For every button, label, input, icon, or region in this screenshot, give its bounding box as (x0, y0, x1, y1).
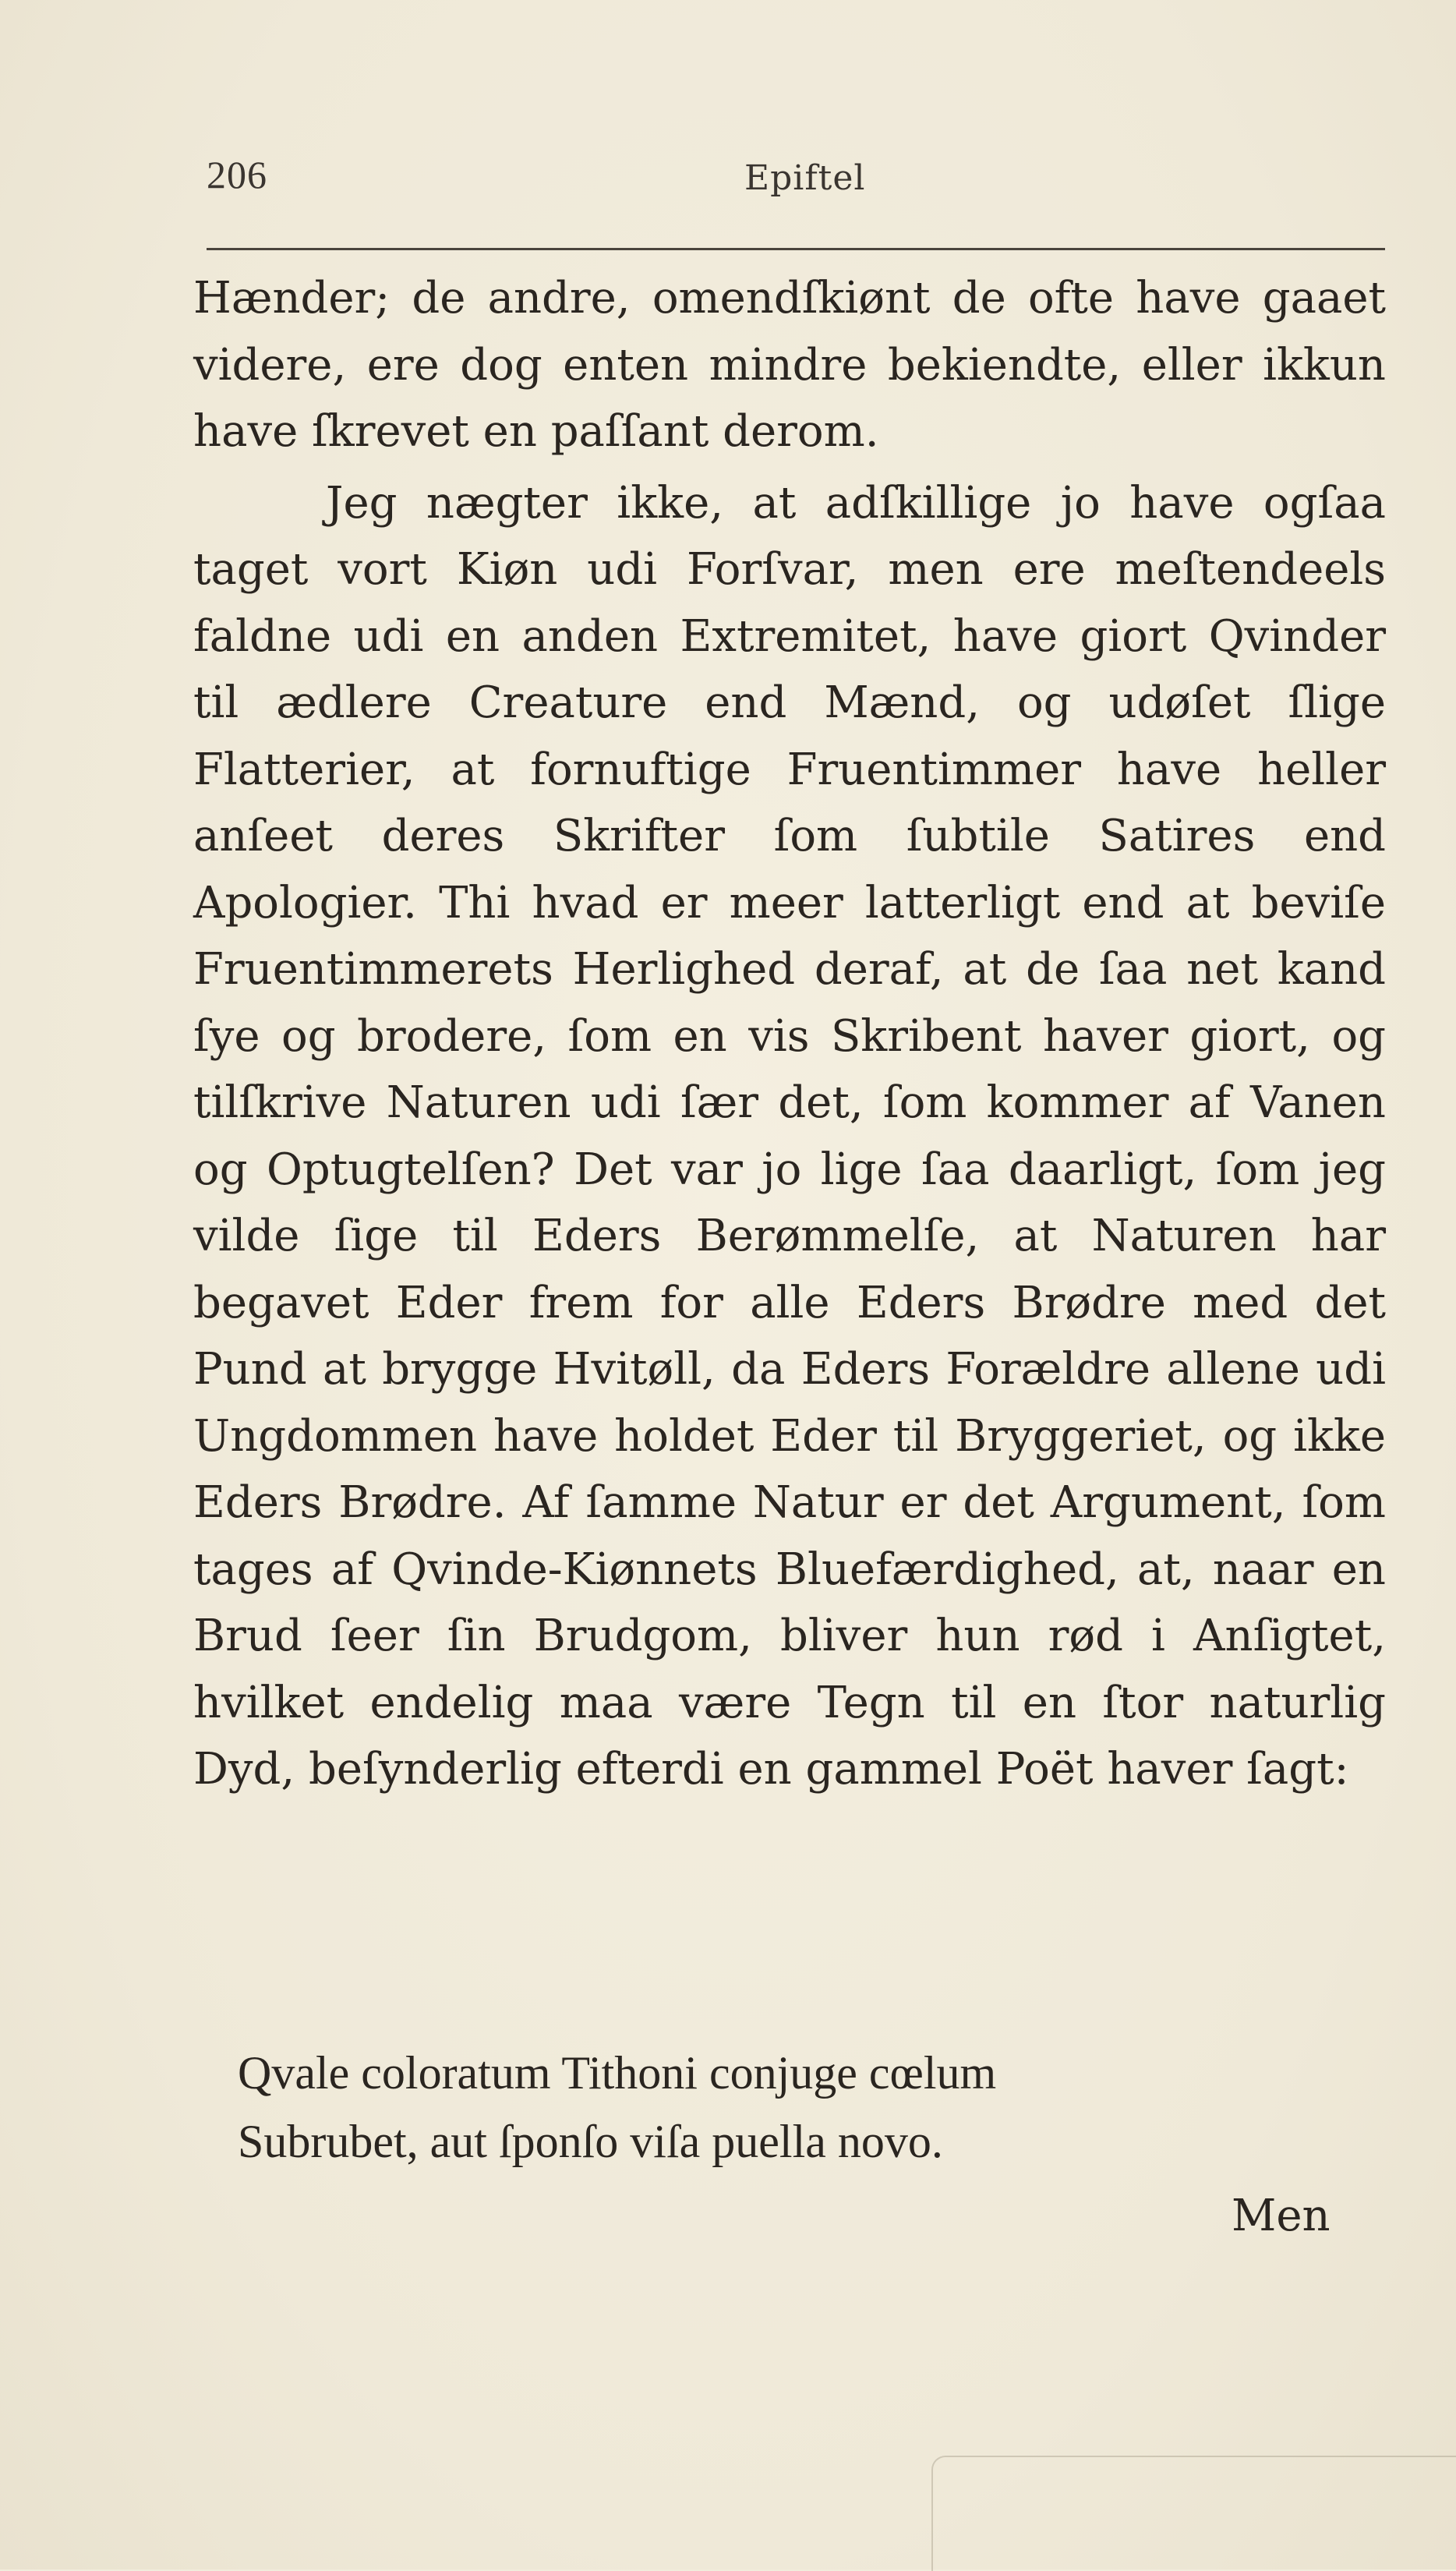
header-rule (207, 248, 1385, 250)
paragraph-main: Jeg nægter ikke, at adſkillige jo have ogſaa taget vort Kiøn udi Forſvar, men ere meſtendeels faldne udi en anden Extremitet, have giort Qvinder til ædlere Creature end Mænd, og udøſet ſlige Flatterier, at fornuftige Fruentimmer have heller anſeet deres Skrifter ſom ſubtile Satires end Apologier. Thi hvad er meer latterligt end at beviſe Fruentimmerets Herlighed deraf, at de ſaa net kand ſye og brodere, ſom en vis Skribent haver giort, og tilſkrive Naturen udi ſær det, ſom kommer af Vanen og Optugtelſen? Det var jo lige ſaa daarligt, ſom jeg vilde ſige til Eders Berømmelſe, at Naturen har begavet Eder frem for alle Eders Brødre med det Pund at brygge Hvitøll, da Eders Forældre allene udi Ungdommen have holdet Eder til Bryggeriet, og ikke Eders Brødre. Af ſamme Natur er det Argument, ſom tages af Qvinde-Kiønnets Bluefærdighed, at, naar en Brud ſeer ſin Brudgom, bliver hun rød i Anſigtet, hvilket endelig maa være Tegn til en ſtor naturlig Dyd, beſynderlig efterdi en gammel Poët haver ſagt: (193, 477, 1386, 1795)
page-number: 206 (207, 153, 267, 196)
paragraph-continued: Hænder; de andre, omendſkiønt de ofte have gaaet videre, ere dog enten mindre bekiendte, eller ikkun have ſkrevet en paſſant derom. (193, 273, 1386, 457)
body-text (193, 265, 1386, 1803)
page-header (207, 152, 1384, 207)
verse-line-1: Qvale coloratum Tithoni conjuge cœlum (238, 2047, 997, 2099)
verse-line-2: Subrubet, aut ſponſo viſa puella novo. (238, 2116, 943, 2167)
catchword: Men (1232, 2191, 1331, 2241)
latin-verse-quote (238, 2039, 1329, 2176)
paper-edge-mark (931, 2456, 1456, 2571)
running-head: Epiftel (744, 158, 866, 198)
